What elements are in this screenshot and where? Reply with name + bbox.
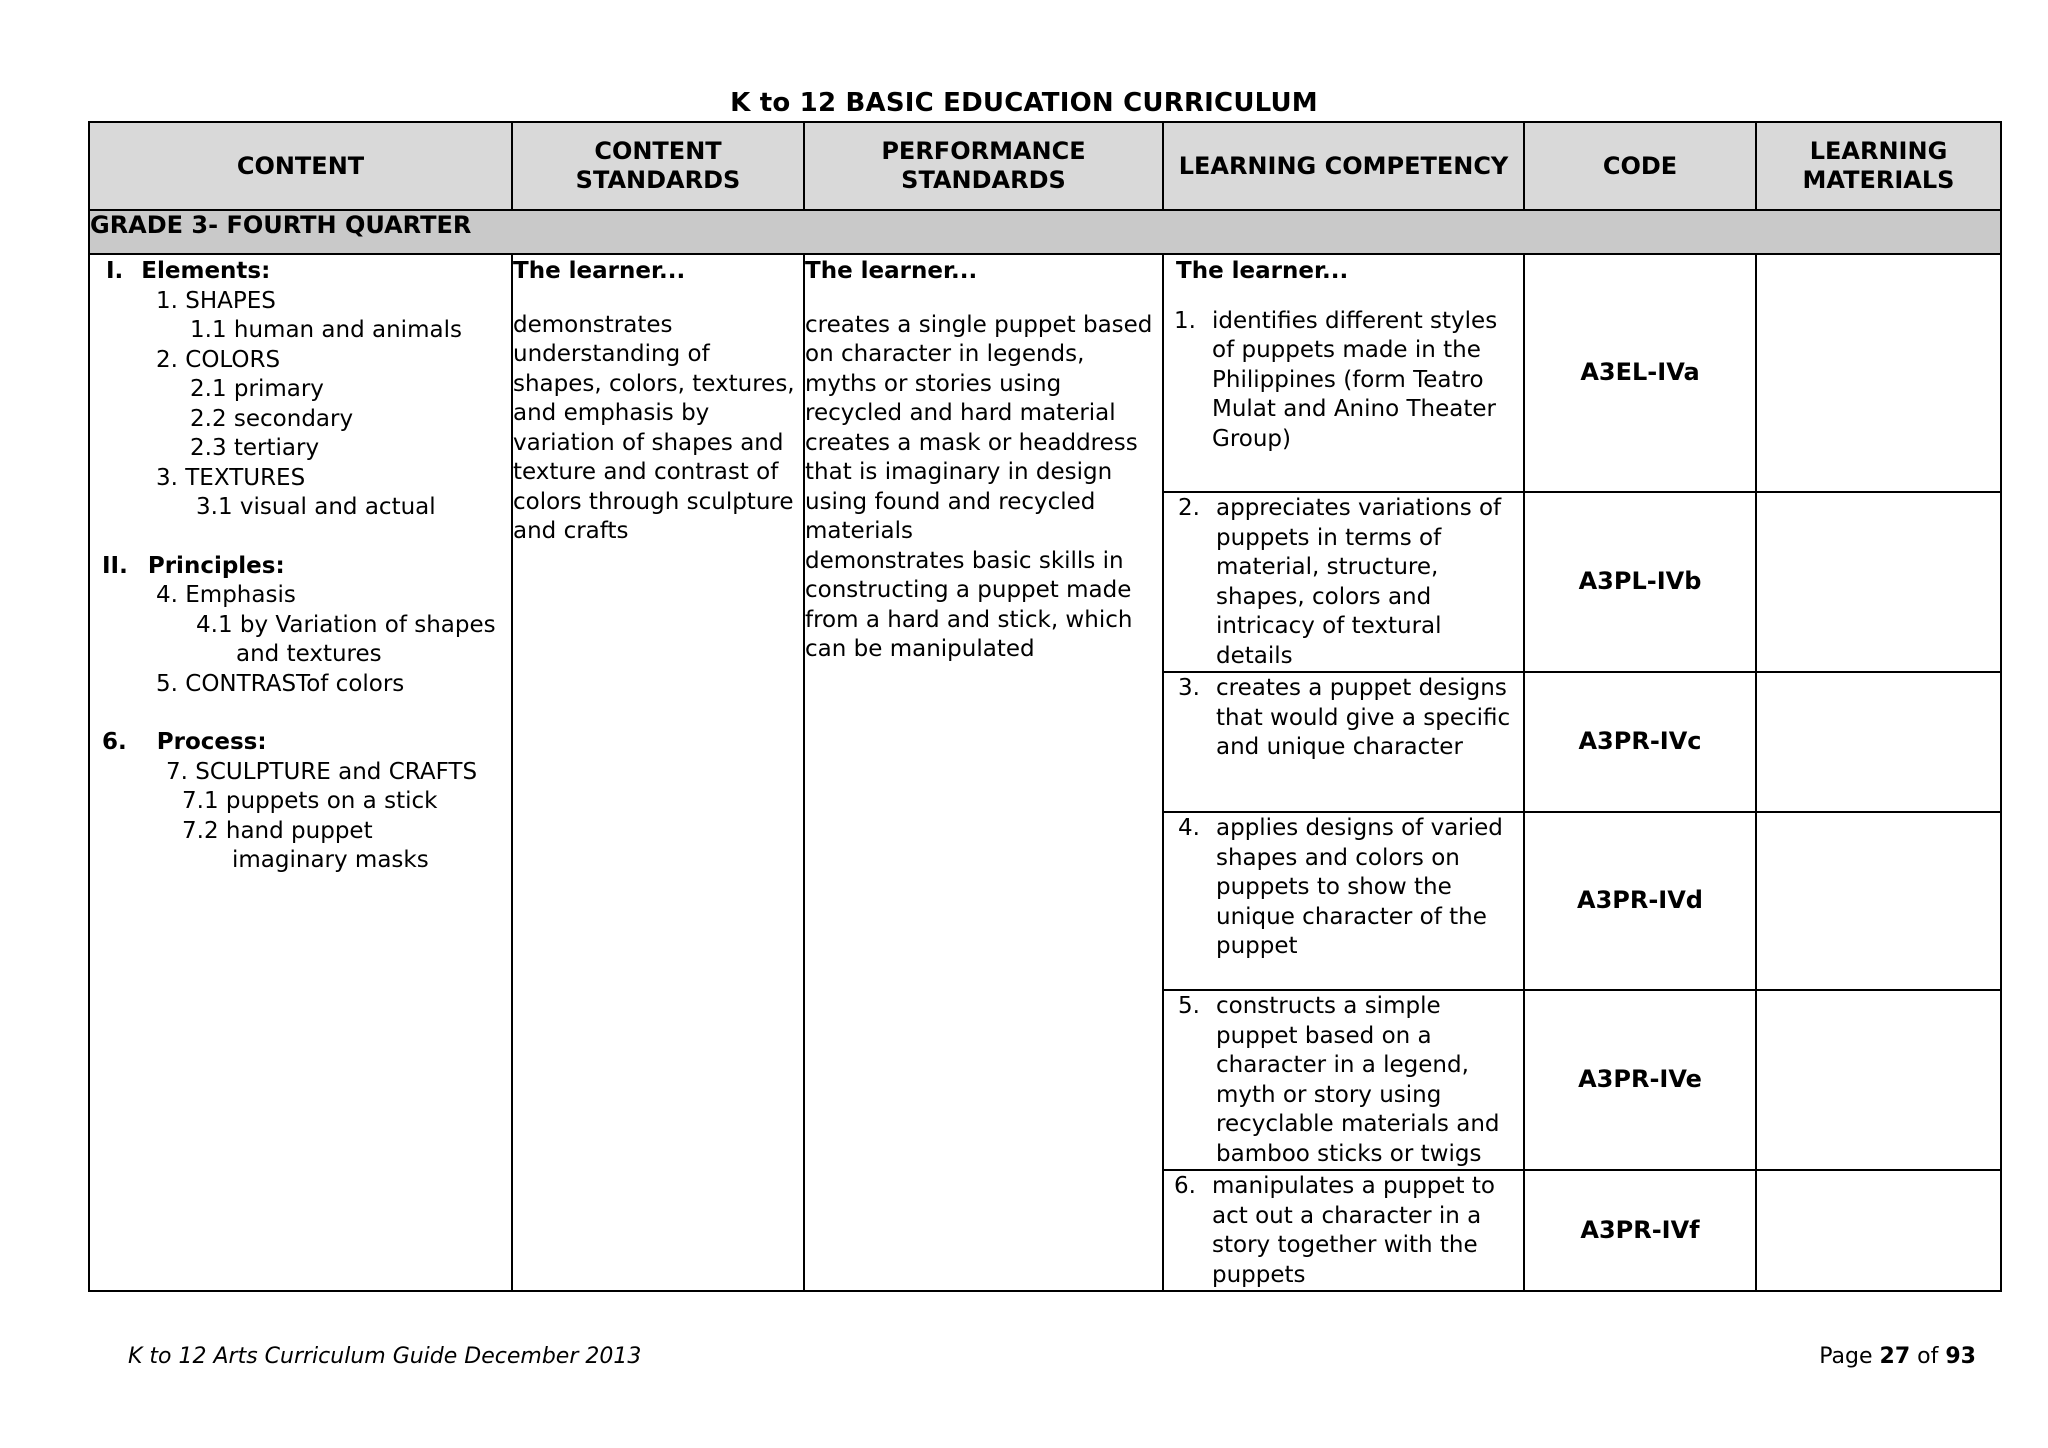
competency-number: 1. (1174, 307, 1196, 334)
competency-text: constructs a simple puppet based on a character in a legend, myth or story using recyclable materials and bamboo sticks or twigs (1216, 993, 1500, 1167)
competency-text: creates a puppet designs that would give a specific and unique character (1216, 675, 1511, 760)
competency-number: 2. (1178, 495, 1200, 521)
competency-number: 6. (1174, 1173, 1196, 1199)
section-number: 6. (102, 729, 127, 755)
content-line: 2.1 primary (190, 376, 324, 402)
performance-standard-item: creates a mask or headdress that is imaginary in design using found and recycled materials (805, 429, 1138, 544)
competency-cell (1163, 254, 1524, 492)
competency-item (1164, 494, 1523, 671)
header-content: CONTENT (89, 122, 512, 210)
learning-materials-cell (1756, 990, 2001, 1170)
code-cell: A3PR-IVd (1524, 812, 1756, 990)
competency-item (1164, 1172, 1523, 1290)
section-label: Elements: (141, 258, 271, 284)
content-line: 2. COLORS (156, 346, 281, 373)
code-cell: A3PL-IVb (1524, 492, 1756, 672)
header-code: CODE (1524, 122, 1756, 210)
competency-item (1164, 307, 1523, 455)
learning-materials-cell (1756, 812, 2001, 990)
content-line: and textures (236, 641, 382, 667)
content-line: 7. SCULPTURE and CRAFTS (166, 758, 478, 785)
competency-number: 5. (1178, 993, 1200, 1019)
competency-text: applies designs of varied shapes and colors on puppets to show the unique character of the puppet (1216, 815, 1503, 959)
section-principles (90, 552, 511, 582)
learning-materials-cell (1756, 492, 2001, 672)
content-line: imaginary masks (232, 847, 429, 873)
section-label: Process: (156, 729, 267, 755)
page-indicator (1819, 1344, 1976, 1369)
content-line: 2.2 secondary (190, 405, 354, 432)
page-of: of (1917, 1344, 1939, 1369)
content-standards-lead: The learner... (513, 258, 686, 284)
learning-materials-cell (1756, 672, 2001, 812)
competency-lead: The learner... (1176, 258, 1349, 284)
header-row (89, 122, 2001, 210)
competency-number: 3. (1178, 675, 1200, 701)
page-number: 27 (1879, 1344, 1911, 1369)
competency-item (1164, 992, 1523, 1169)
content-line: 2.3 tertiary (190, 435, 320, 461)
section-process (90, 728, 511, 758)
section-elements (90, 257, 511, 287)
section-number: I. (106, 258, 124, 284)
header-learning-competency: LEARNING COMPETENCY (1163, 122, 1524, 210)
content-cell (89, 254, 512, 1291)
content-standards-text: demonstrates understanding of shapes, colors, textures, and emphasis by variation of shapes and texture and contrast of colors through sculpture and crafts (513, 311, 795, 544)
content-line: 7.1 puppets on a stick (182, 788, 438, 814)
competency-text: manipulates a puppet to act out a character in a story together with the puppets (1212, 1173, 1495, 1288)
table-row (89, 254, 2001, 492)
content-line: 3.1 visual and actual (196, 494, 436, 520)
grade-row (89, 210, 2001, 254)
competency-cell (1163, 990, 1524, 1170)
performance-standard-item: creates a single puppet based on character in legends, myths or stories using recycled and hard material (805, 311, 1153, 426)
footer-guide-title: K to 12 Arts Curriculum Guide December 2013 (128, 1344, 642, 1369)
competency-text: identifies different styles of puppets made in the Philippines (form Teatro Mulat and Anino Theater Group) (1212, 307, 1498, 452)
performance-standard-item: demonstrates basic skills in constructing a puppet made from a hard and stick, which can be manipulated (805, 547, 1133, 662)
content-standards-cell (512, 254, 804, 1291)
grade-label: GRADE 3- FOURTH QUARTER (89, 210, 2001, 254)
learning-materials-cell (1756, 1170, 2001, 1291)
code-cell: A3PR-IVe (1524, 990, 1756, 1170)
header-performance-standards: PERFORMANCE STANDARDS (804, 122, 1163, 210)
content-line: 1. SHAPES (156, 287, 276, 314)
header-learning-materials: LEARNING MATERIALS (1756, 122, 2001, 210)
curriculum-table (88, 121, 2002, 1292)
competency-item (1164, 814, 1523, 962)
content-line: 1.1 human and animals (190, 317, 462, 343)
document-title: K to 12 BASIC EDUCATION CURRICULUM (730, 88, 1318, 118)
section-number: II. (102, 552, 128, 579)
competency-cell (1163, 812, 1524, 990)
content-line: 7.2 hand puppet (182, 817, 373, 844)
competency-item (1164, 674, 1523, 763)
content-line: 4.1 by Variation of shapes (196, 611, 496, 638)
content-line: 4. Emphasis (156, 582, 296, 608)
performance-standards-cell (804, 254, 1163, 1291)
code-cell: A3PR-IVc (1524, 672, 1756, 812)
content-line: 3. TEXTURES (156, 464, 306, 491)
code-cell: A3PR-IVf (1524, 1170, 1756, 1291)
competency-cell (1163, 492, 1524, 672)
header-content-standards: CONTENT STANDARDS (512, 122, 804, 210)
code-cell: A3EL-IVa (1524, 254, 1756, 492)
competency-number: 4. (1178, 815, 1200, 841)
page-total: 93 (1945, 1344, 1976, 1369)
competency-text: appreciates variations of puppets in terms of material, structure, shapes, colors and intricacy of textural details (1216, 495, 1502, 669)
competency-cell (1163, 1170, 1524, 1291)
competency-cell (1163, 672, 1524, 812)
content-line: 5. CONTRASTof colors (156, 670, 405, 697)
page-prefix: Page (1819, 1344, 1873, 1369)
performance-standards-lead: The learner... (805, 258, 978, 284)
learning-materials-cell (1756, 254, 2001, 492)
section-label: Principles: (147, 552, 285, 579)
